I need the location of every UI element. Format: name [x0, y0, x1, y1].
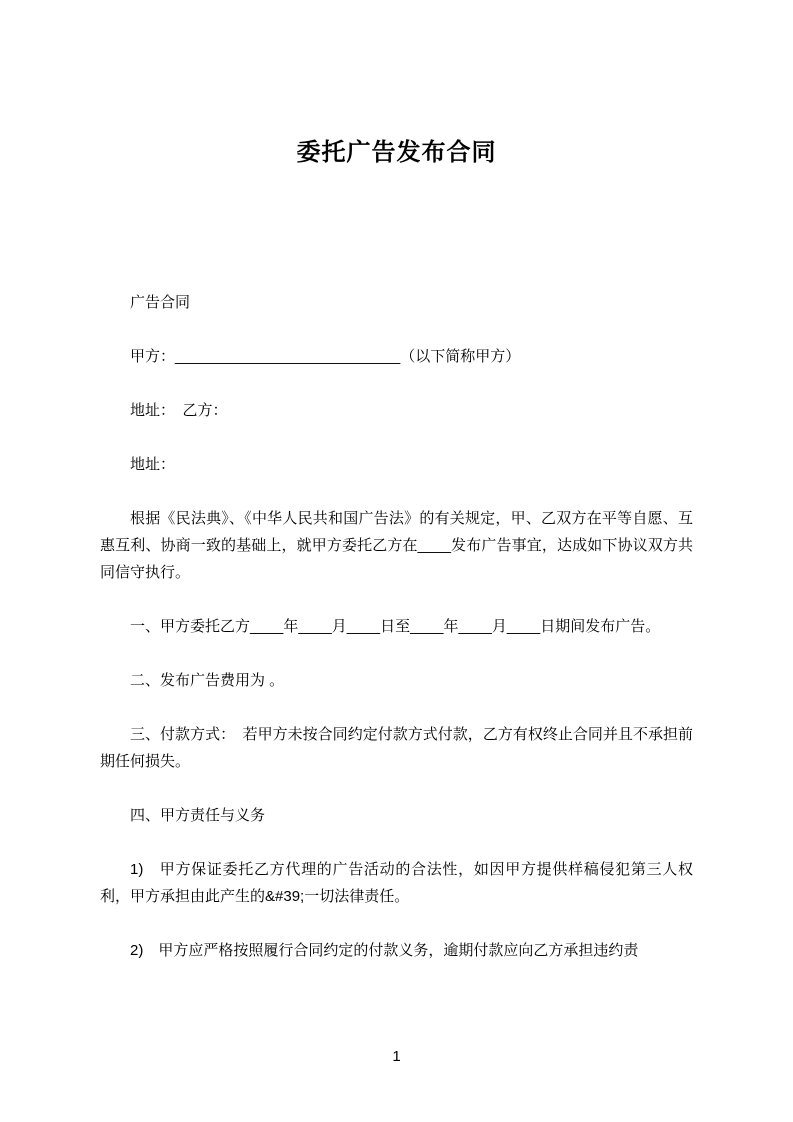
paragraph: 二、发布广告费用为 。 — [130, 672, 285, 689]
paragraph: 广告合同 — [130, 294, 191, 311]
paragraph: 地址： 乙方： — [130, 402, 228, 419]
paragraph: 一、甲方委托乙方____年____月____日至____年____月____日期间发布广告。 — [130, 618, 661, 635]
paragraph: 地址： — [130, 456, 176, 473]
paragraph: 三、付款方式： 若甲方未按合同约定付款方式付款，乙方有权终止合同并且不承担前期任何损失。 — [100, 726, 693, 770]
paragraph: 甲方：___________________________（以下简称甲方） — [130, 348, 521, 365]
document-body — [0, 289, 793, 964]
paragraph: 2) 甲方应严格按照履行合同约定的付款义务，逾期付款应向乙方承担违约责 — [130, 942, 639, 959]
paragraph: 1) 甲方保证委托乙方代理的广告活动的合法性，如因甲方提供样稿侵犯第三人权利，甲方承担由此产生的&#39;一切法律责任。 — [100, 861, 693, 905]
document-title: 委托广告发布合同 — [296, 139, 497, 166]
page-number: 1 — [392, 1048, 401, 1065]
paragraph: 四、甲方责任与义务 — [130, 807, 266, 824]
paragraph: 根据《民法典》、《中华人民共和国广告法》的有关规定，甲、乙双方在平等自愿、互惠互利、协商一致的基础上，就甲方委托乙方在____发布广告事宜，达成如下协议双方共同信守执行。 — [100, 510, 693, 581]
